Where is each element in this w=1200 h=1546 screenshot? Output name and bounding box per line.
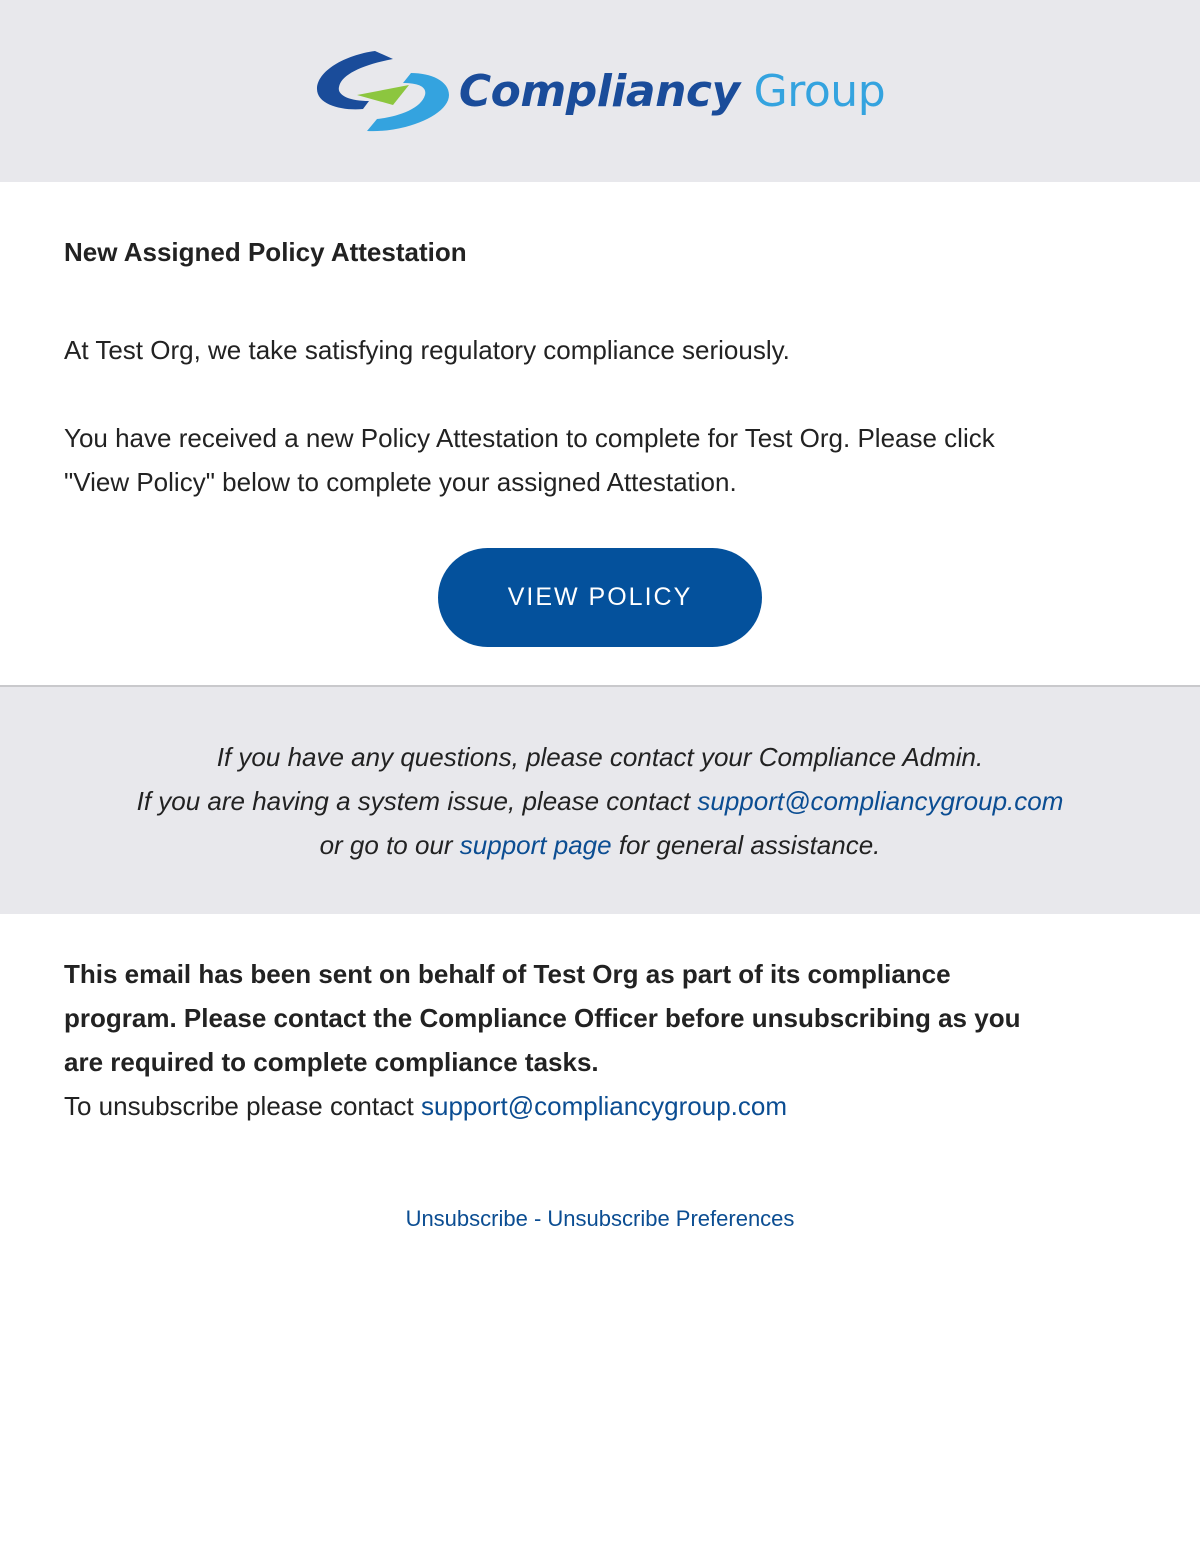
- support-section: [0, 685, 1200, 914]
- compliancy-group-logo: [315, 45, 885, 137]
- support-line-3: [0, 823, 1200, 867]
- footer-disclaimer-line-3: are required to complete compliance tasks.: [64, 1047, 599, 1077]
- logo-word-compliancy: Compliancy: [458, 65, 740, 117]
- footer-disclaimer-line-2: program. Please contact the Compliance Officer before unsubscribing as you: [64, 1003, 1021, 1033]
- support-line-2-text: If you are having a system issue, please contact: [136, 786, 698, 816]
- footer-disclaimer: [64, 952, 1136, 1084]
- view-policy-button[interactable]: VIEW POLICY: [438, 548, 762, 647]
- email-footer: [0, 914, 1200, 1232]
- email-header: [0, 0, 1200, 182]
- button-container: [64, 548, 1136, 647]
- intro-paragraph: At Test Org, we take satisfying regulatory compliance seriously.: [64, 335, 790, 365]
- support-line-2: [0, 779, 1200, 823]
- unsubscribe-link[interactable]: Unsubscribe: [405, 1206, 528, 1231]
- email-body: [0, 182, 1200, 685]
- support-line-3-suffix: for general assistance.: [611, 830, 881, 860]
- instruction-line-1: You have received a new Policy Attestation to complete for Test Org. Please click: [64, 423, 995, 453]
- support-line-1: If you have any questions, please contact your Compliance Admin.: [216, 742, 984, 772]
- compliancy-group-logo-icon: [315, 45, 451, 137]
- logo-word-group: Group: [753, 65, 886, 117]
- unsubscribe-preferences-link[interactable]: Unsubscribe Preferences: [547, 1206, 795, 1231]
- support-email-link[interactable]: support@compliancygroup.com: [697, 786, 1064, 816]
- unsubscribe-separator: -: [527, 1206, 548, 1231]
- unsubscribe-contact-line: [64, 1084, 1136, 1128]
- footer-disclaimer-line-1: This email has been sent on behalf of Test Org as part of its compliance: [64, 959, 951, 989]
- unsubscribe-links: [64, 1206, 1136, 1232]
- email-title: New Assigned Policy Attestation: [64, 237, 467, 267]
- unsubscribe-email-link[interactable]: support@compliancygroup.com: [421, 1091, 788, 1121]
- instruction-paragraph: [64, 416, 1136, 504]
- unsubscribe-contact-text: To unsubscribe please contact: [64, 1091, 421, 1121]
- support-line-3-prefix: or go to our: [319, 830, 460, 860]
- instruction-line-2: "View Policy" below to complete your assigned Attestation.: [64, 467, 737, 497]
- support-page-link[interactable]: support page: [459, 830, 612, 860]
